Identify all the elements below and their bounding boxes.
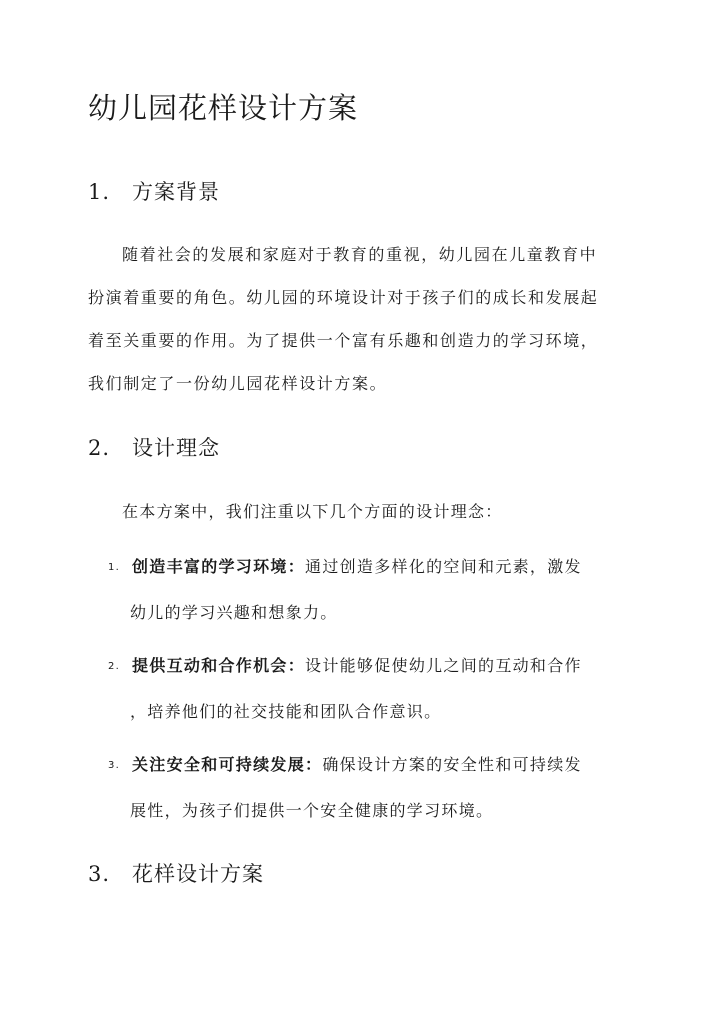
list-item-bold: 创造丰富的学习环境： [132, 557, 306, 576]
paragraph-line: 扮演着重要的角色。幼儿园的环境设计对于孩子们的成长和发展起 [88, 288, 599, 307]
list-item [108, 655, 638, 723]
section-number: 3. [88, 862, 111, 886]
list-item-continuation: 展性，为孩子们提供一个安全健康的学习环境。 [130, 801, 494, 820]
list-item-bold: 提供互动和合作机会： [132, 656, 306, 675]
list-item [108, 556, 638, 624]
background-paragraph [88, 233, 648, 405]
section-number: 1. [88, 180, 111, 204]
section-number: 2. [88, 436, 111, 460]
list-item-bold: 关注安全和可持续发展： [132, 755, 323, 774]
list-index: 3. [108, 760, 121, 771]
section-heading-1 [88, 176, 220, 206]
list-item-continuation: 幼儿的学习兴趣和想象力。 [130, 603, 338, 622]
section-title: 设计理念 [132, 436, 221, 460]
paragraph-line: 着至关重要的作用。为了提供一个富有乐趣和创造力的学习环境， [88, 331, 599, 350]
list-item-continuation: ，培养他们的社交技能和团队合作意识。 [130, 702, 442, 721]
list-index: 2. [108, 661, 121, 672]
list-item-text: 确保设计方案的安全性和可持续发 [322, 755, 582, 774]
section-heading-3 [88, 858, 264, 888]
list-item-text: 设计能够促使幼儿之间的互动和合作 [305, 656, 582, 675]
section-title: 方案背景 [132, 180, 221, 204]
list-item-text: 通过创造多样化的空间和元素，激发 [305, 557, 582, 576]
design-concept-intro: 在本方案中，我们注重以下几个方面的设计理念： [122, 502, 503, 521]
document-title: 幼儿园花样设计方案 [88, 91, 359, 125]
list-item [108, 754, 638, 822]
paragraph-line: 随着社会的发展和家庭对于教育的重视，幼儿园在儿童教育中 [122, 245, 598, 264]
paragraph-line: 我们制定了一份幼儿园花样设计方案。 [88, 374, 388, 393]
section-heading-2 [88, 432, 220, 462]
section-title: 花样设计方案 [132, 862, 265, 886]
list-index: 1. [108, 562, 121, 573]
